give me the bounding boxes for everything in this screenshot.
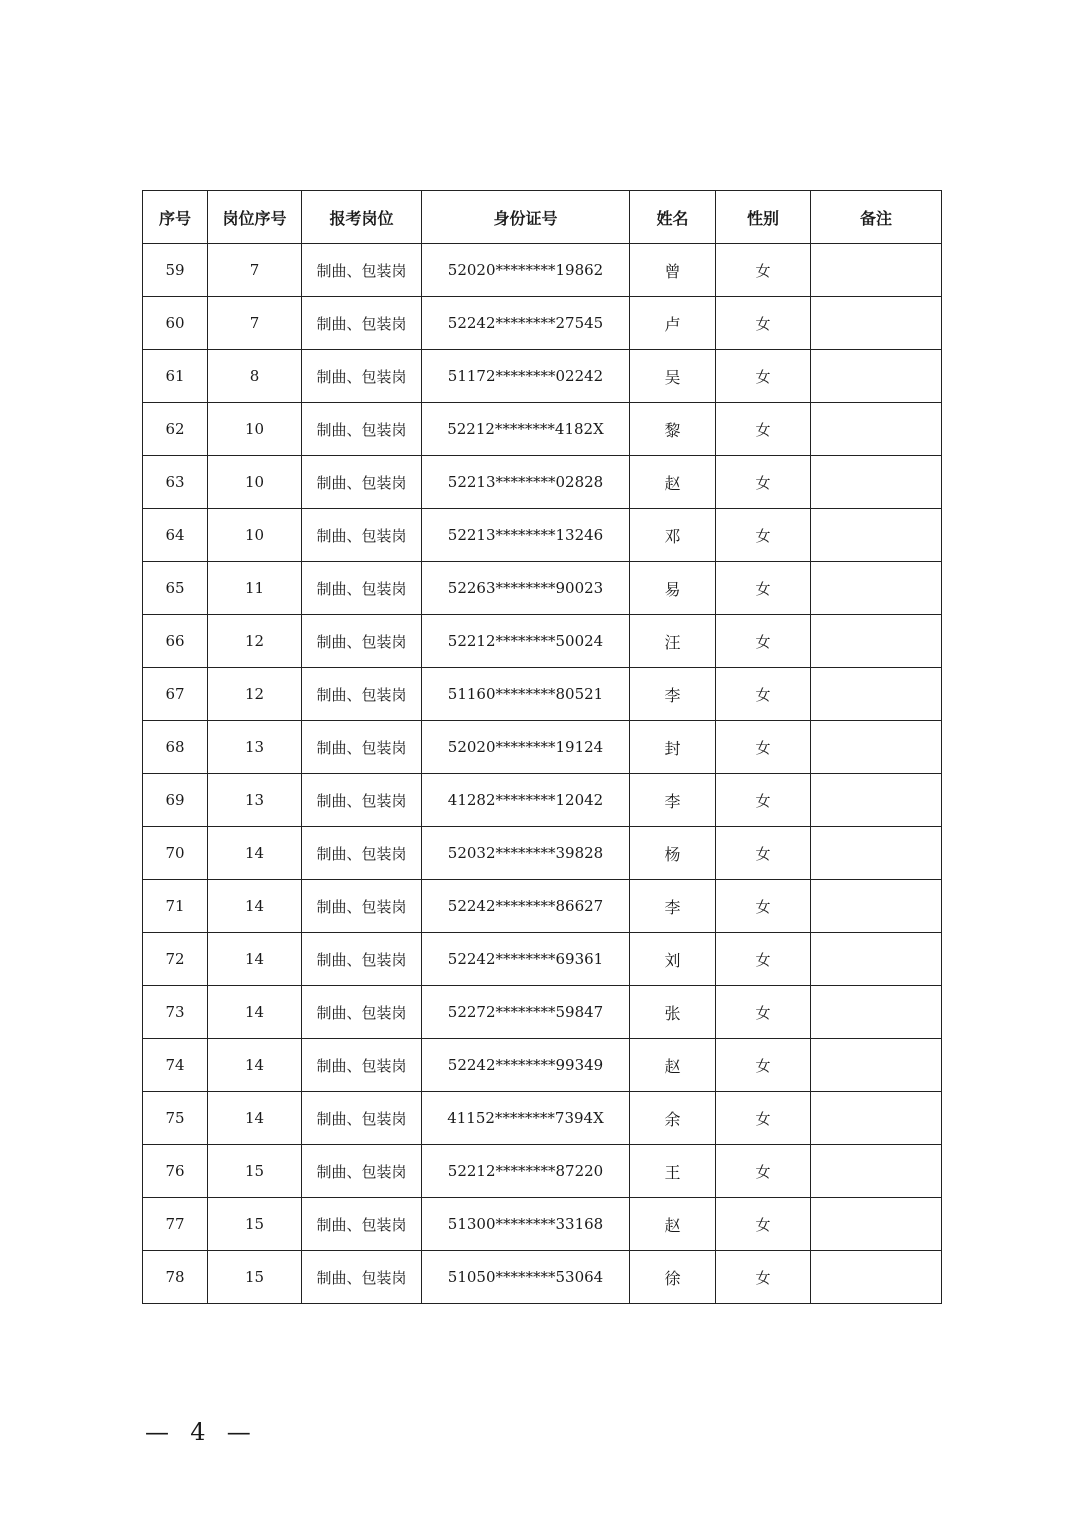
table-row: [143, 350, 942, 403]
header-position-number: 岗位序号: [208, 191, 302, 244]
cell-serial-number: 76: [143, 1145, 208, 1198]
cell-position-number: 15: [208, 1145, 302, 1198]
cell-serial-number: 75: [143, 1092, 208, 1145]
cell-name: 杨: [630, 827, 716, 880]
cell-serial-number: 72: [143, 933, 208, 986]
cell-position-number: 14: [208, 933, 302, 986]
table-row: [143, 774, 942, 827]
table-row: [143, 562, 942, 615]
cell-gender: 女: [716, 1145, 811, 1198]
cell-name: 王: [630, 1145, 716, 1198]
cell-applied-position: 制曲、包装岗: [302, 1039, 422, 1092]
cell-serial-number: 70: [143, 827, 208, 880]
cell-serial-number: 77: [143, 1198, 208, 1251]
cell-remarks: [811, 1198, 942, 1251]
cell-remarks: [811, 721, 942, 774]
cell-id-number: 51300********33168: [422, 1198, 630, 1251]
cell-applied-position: 制曲、包装岗: [302, 986, 422, 1039]
cell-gender: 女: [716, 668, 811, 721]
cell-id-number: 52242********86627: [422, 880, 630, 933]
cell-remarks: [811, 350, 942, 403]
cell-remarks: [811, 933, 942, 986]
table-row: [143, 721, 942, 774]
table-header-row: [143, 191, 942, 244]
cell-name: 吴: [630, 350, 716, 403]
table-row: [143, 986, 942, 1039]
cell-remarks: [811, 1039, 942, 1092]
cell-id-number: 52212********87220: [422, 1145, 630, 1198]
cell-applied-position: 制曲、包装岗: [302, 562, 422, 615]
table-row: [143, 1198, 942, 1251]
cell-applied-position: 制曲、包装岗: [302, 244, 422, 297]
cell-position-number: 14: [208, 827, 302, 880]
table-row: [143, 1092, 942, 1145]
table-row: [143, 827, 942, 880]
cell-name: 徐: [630, 1251, 716, 1304]
cell-id-number: 52242********69361: [422, 933, 630, 986]
cell-position-number: 15: [208, 1251, 302, 1304]
header-id-number: 身份证号: [422, 191, 630, 244]
cell-id-number: 52213********13246: [422, 509, 630, 562]
cell-applied-position: 制曲、包装岗: [302, 1092, 422, 1145]
cell-gender: 女: [716, 880, 811, 933]
cell-name: 汪: [630, 615, 716, 668]
cell-gender: 女: [716, 297, 811, 350]
cell-name: 封: [630, 721, 716, 774]
cell-serial-number: 59: [143, 244, 208, 297]
cell-position-number: 10: [208, 456, 302, 509]
cell-position-number: 14: [208, 1092, 302, 1145]
cell-remarks: [811, 562, 942, 615]
table-row: [143, 615, 942, 668]
cell-gender: 女: [716, 1092, 811, 1145]
header-serial-number: 序号: [143, 191, 208, 244]
cell-position-number: 13: [208, 774, 302, 827]
cell-name: 张: [630, 986, 716, 1039]
cell-serial-number: 62: [143, 403, 208, 456]
table-row: [143, 933, 942, 986]
cell-serial-number: 64: [143, 509, 208, 562]
page-number: — 4 —: [145, 1418, 253, 1446]
header-applied-position: 报考岗位: [302, 191, 422, 244]
cell-applied-position: 制曲、包装岗: [302, 721, 422, 774]
cell-applied-position: 制曲、包装岗: [302, 403, 422, 456]
cell-id-number: 52212********4182X: [422, 403, 630, 456]
cell-position-number: 15: [208, 1198, 302, 1251]
cell-remarks: [811, 297, 942, 350]
cell-applied-position: 制曲、包装岗: [302, 1145, 422, 1198]
table-row: [143, 403, 942, 456]
cell-position-number: 10: [208, 509, 302, 562]
cell-name: 黎: [630, 403, 716, 456]
cell-position-number: 14: [208, 880, 302, 933]
cell-position-number: 14: [208, 986, 302, 1039]
table-row: [143, 297, 942, 350]
cell-name: 李: [630, 774, 716, 827]
cell-remarks: [811, 1145, 942, 1198]
cell-remarks: [811, 509, 942, 562]
cell-remarks: [811, 827, 942, 880]
cell-name: 邓: [630, 509, 716, 562]
cell-name: 赵: [630, 1198, 716, 1251]
cell-gender: 女: [716, 1039, 811, 1092]
cell-position-number: 12: [208, 615, 302, 668]
cell-position-number: 12: [208, 668, 302, 721]
cell-id-number: 52032********39828: [422, 827, 630, 880]
cell-applied-position: 制曲、包装岗: [302, 774, 422, 827]
table-row: [143, 456, 942, 509]
cell-gender: 女: [716, 774, 811, 827]
cell-id-number: 51160********80521: [422, 668, 630, 721]
cell-position-number: 13: [208, 721, 302, 774]
cell-id-number: 52272********59847: [422, 986, 630, 1039]
cell-gender: 女: [716, 721, 811, 774]
cell-gender: 女: [716, 403, 811, 456]
cell-name: 余: [630, 1092, 716, 1145]
cell-id-number: 52212********50024: [422, 615, 630, 668]
cell-remarks: [811, 668, 942, 721]
cell-remarks: [811, 1251, 942, 1304]
cell-remarks: [811, 986, 942, 1039]
cell-id-number: 52242********99349: [422, 1039, 630, 1092]
cell-remarks: [811, 615, 942, 668]
cell-gender: 女: [716, 1198, 811, 1251]
cell-id-number: 52213********02828: [422, 456, 630, 509]
cell-name: 李: [630, 668, 716, 721]
cell-id-number: 51050********53064: [422, 1251, 630, 1304]
cell-id-number: 52263********90023: [422, 562, 630, 615]
cell-applied-position: 制曲、包装岗: [302, 1251, 422, 1304]
table-row: [143, 668, 942, 721]
cell-remarks: [811, 456, 942, 509]
cell-serial-number: 65: [143, 562, 208, 615]
cell-serial-number: 74: [143, 1039, 208, 1092]
header-name: 姓名: [630, 191, 716, 244]
cell-id-number: 52020********19862: [422, 244, 630, 297]
cell-name: 李: [630, 880, 716, 933]
cell-serial-number: 67: [143, 668, 208, 721]
cell-serial-number: 63: [143, 456, 208, 509]
cell-remarks: [811, 880, 942, 933]
cell-gender: 女: [716, 244, 811, 297]
cell-position-number: 14: [208, 1039, 302, 1092]
cell-name: 易: [630, 562, 716, 615]
cell-id-number: 52242********27545: [422, 297, 630, 350]
cell-applied-position: 制曲、包装岗: [302, 350, 422, 403]
cell-position-number: 10: [208, 403, 302, 456]
candidate-table: [142, 190, 942, 1304]
table-body: [143, 244, 942, 1304]
cell-serial-number: 73: [143, 986, 208, 1039]
cell-serial-number: 61: [143, 350, 208, 403]
table-row: [143, 1039, 942, 1092]
cell-id-number: 52020********19124: [422, 721, 630, 774]
table-row: [143, 1251, 942, 1304]
cell-gender: 女: [716, 350, 811, 403]
table-row: [143, 244, 942, 297]
cell-id-number: 51172********02242: [422, 350, 630, 403]
cell-gender: 女: [716, 456, 811, 509]
cell-position-number: 7: [208, 244, 302, 297]
table-row: [143, 880, 942, 933]
cell-serial-number: 66: [143, 615, 208, 668]
cell-serial-number: 69: [143, 774, 208, 827]
cell-name: 刘: [630, 933, 716, 986]
cell-gender: 女: [716, 562, 811, 615]
cell-gender: 女: [716, 827, 811, 880]
cell-gender: 女: [716, 509, 811, 562]
cell-name: 赵: [630, 1039, 716, 1092]
cell-gender: 女: [716, 615, 811, 668]
header-remarks: 备注: [811, 191, 942, 244]
cell-id-number: 41282********12042: [422, 774, 630, 827]
cell-name: 赵: [630, 456, 716, 509]
cell-applied-position: 制曲、包装岗: [302, 615, 422, 668]
cell-applied-position: 制曲、包装岗: [302, 933, 422, 986]
cell-applied-position: 制曲、包装岗: [302, 880, 422, 933]
cell-applied-position: 制曲、包装岗: [302, 456, 422, 509]
cell-remarks: [811, 244, 942, 297]
cell-position-number: 8: [208, 350, 302, 403]
cell-serial-number: 68: [143, 721, 208, 774]
cell-id-number: 41152********7394X: [422, 1092, 630, 1145]
cell-applied-position: 制曲、包装岗: [302, 509, 422, 562]
cell-remarks: [811, 403, 942, 456]
cell-applied-position: 制曲、包装岗: [302, 297, 422, 350]
cell-name: 曾: [630, 244, 716, 297]
table-row: [143, 1145, 942, 1198]
cell-position-number: 7: [208, 297, 302, 350]
cell-name: 卢: [630, 297, 716, 350]
cell-gender: 女: [716, 933, 811, 986]
cell-remarks: [811, 774, 942, 827]
header-gender: 性别: [716, 191, 811, 244]
cell-gender: 女: [716, 1251, 811, 1304]
cell-applied-position: 制曲、包装岗: [302, 827, 422, 880]
cell-serial-number: 60: [143, 297, 208, 350]
cell-position-number: 11: [208, 562, 302, 615]
cell-serial-number: 71: [143, 880, 208, 933]
cell-applied-position: 制曲、包装岗: [302, 1198, 422, 1251]
cell-serial-number: 78: [143, 1251, 208, 1304]
table-row: [143, 509, 942, 562]
cell-applied-position: 制曲、包装岗: [302, 668, 422, 721]
cell-gender: 女: [716, 986, 811, 1039]
cell-remarks: [811, 1092, 942, 1145]
